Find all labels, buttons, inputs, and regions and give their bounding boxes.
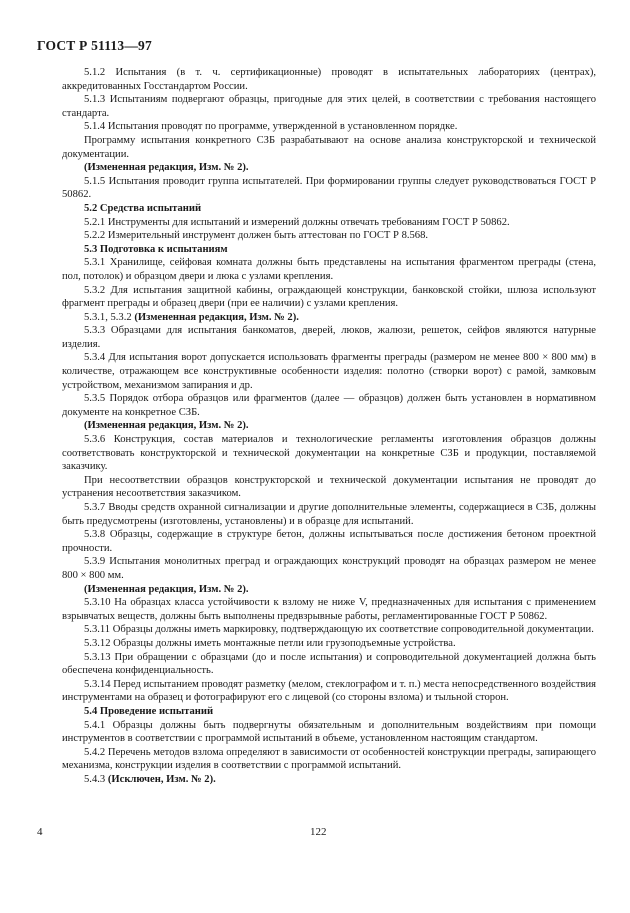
paragraph-5-1-5: 5.1.5 Испытания проводит группа испытателей. При формировании группы следует руководствоваться ГОСТ Р 50862. [62,175,596,201]
section-heading-5-2: 5.2 Средства испытаний [84,202,202,214]
note-prefix: 5.3.1, 5.3.2 [84,311,135,323]
paragraph-5-2-2: 5.2.2 Измерительный инструмент должен быть аттестован по ГОСТ Р 8.568. [84,230,429,242]
note-text: (Исключен, Изм. № 2). [107,773,216,785]
section-heading-5-4: 5.4 Проведение испытаний [84,705,214,717]
document-body [62,66,596,786]
paragraph-5-3-9: 5.3.9 Испытания монолитных преград и ограждающих конструкций проводят на образцах размером не менее 800 × 800 мм. [62,556,596,581]
paragraph-5-3-12: 5.3.12 Образцы должны иметь монтажные петли или грузоподъемные устройства. [84,637,456,649]
paragraph-nonconformity: При несоответствии образцов конструкторской и технической документации испытания не проводят до устранения несоответствия заказчиком. [62,474,596,500]
paragraph-5-1-2: 5.1.2 Испытания (в т. ч. сертификационные) проводят в испытательных лабораториях (центрах), аккредитованных Госстандартом России. [62,67,596,92]
note-text: (Измененная редакция, Изм. № 2). [134,311,299,323]
paragraph-5-3-8: 5.3.8 Образцы, содержащие в структуре бетон, должны испытываться после достижения бетоном проектной прочности. [62,529,596,554]
paragraph-5-1-3: 5.1.3 Испытаниям подвергают образцы, пригодные для этих целей, в соответствии с требования настоящего стандарта. [62,94,596,119]
paragraph-5-3-2: 5.3.2 Для испытания защитной кабины, ограждающей конструкции, банковской стойки, шлюза используют фрагмент преграды и образец двери (при ее наличии) с узлами крепления. [62,284,596,310]
paragraph-5-3-5: 5.3.5 Порядок отбора образцов или фрагментов (далее — образцов) должен быть установлен в нормативном документе на конкретное СЗБ. [62,393,596,418]
amendment-note: (Измененная редакция, Изм. № 2). [84,162,249,174]
paragraph-5-4-3 [62,773,596,787]
section-heading-5-3: 5.3 Подготовка к испытаниям [84,243,228,255]
amendment-note-5-3-1-2 [62,311,596,325]
paragraph-5-3-14: 5.3.14 Перед испытанием проводят разметку (мелом, стеклографом и т. п.) места непосредственного воздействия инструментами на образец и фотографируют его с лицевой (со стороны взлома) и тыльной сторон. [62,678,596,704]
paragraph-5-3-7: 5.3.7 Вводы средств охранной сигнализации и другие дополнительные элементы, содержащиеся в СЗБ, должны быть предусмотрены (изготовлены, установлены) и в образце для испытаний. [62,502,596,527]
paragraph-5-3-1: 5.3.1 Хранилище, сейфовая комната должны быть представлены на испытания фрагментом преграды (стена, пол, потолок) и образцом двери и люка с узлами крепления. [62,257,596,282]
paragraph-5-3-11: 5.3.11 Образцы должны иметь маркировку, подтверждающую их соответствие сопроводительной документации. [84,624,594,636]
paragraph-5-3-13: 5.3.13 При обращении с образцами (до и после испытания) и сопроводительной документацией должна быть обеспечена конфиденциальность. [62,651,596,677]
paragraph-5-3-10: 5.3.10 На образцах класса устойчивости к взлому не ниже V, предназначенных для испытания с применением взрывчатых веществ, должны быть выполнены предвзрывные работы, регламентированные ГОСТ Р 50862. [62,597,596,622]
paragraph-program: Программу испытания конкретного СЗБ разрабатывают на основе анализа конструкторской и технической документации. [62,134,596,160]
paragraph-5-3-4: 5.3.4 Для испытания ворот допускается использовать фрагменты преграды (размером не менее 800 × 800 мм) в количестве, отражающем все конструктивные особенности изделия: полотно (створки ворот) с рамой, замковым устройством, механизмом запирания и др. [62,352,596,391]
paragraph-5-4-1: 5.4.1 Образцы должны быть подвергнуты обязательным и дополнительным воздействиям при помощи инструментов в соответствии с программой испытаний в объеме, установленном настоящим стандартом. [62,719,596,745]
paragraph-5-4-2: 5.4.2 Перечень методов взлома определяют в зависимости от особенностей конструкции преграды, запирающего механизма, конструкции изделия в соответствии с программой испытаний. [62,746,596,772]
page-number-left: 4 [37,826,43,838]
page-number-center: 122 [310,826,327,838]
paragraph-5-3-3: 5.3.3 Образцами для испытания банкоматов, дверей, люков, жалюзи, решеток, сейфов являются натурные изделия. [62,325,596,350]
amendment-note: (Измененная редакция, Изм. № 2). [84,420,249,432]
note-prefix: 5.4.3 [84,773,108,785]
document-header: ГОСТ Р 51113—97 [37,38,152,53]
amendment-note: (Измененная редакция, Изм. № 2). [84,583,249,595]
paragraph-5-2-1: 5.2.1 Инструменты для испытаний и измерений должны отвечать требованиям ГОСТ Р 50862. [84,216,510,228]
paragraph-5-3-6: 5.3.6 Конструкция, состав материалов и технологические регламенты изготовления образцов должны соответствовать конструкторской и технической документации на конкретные СЗБ и продукции, поставляемой заказчику. [62,434,596,473]
paragraph-5-1-4: 5.1.4 Испытания проводят по программе, утвержденной в установленном порядке. [84,121,458,133]
